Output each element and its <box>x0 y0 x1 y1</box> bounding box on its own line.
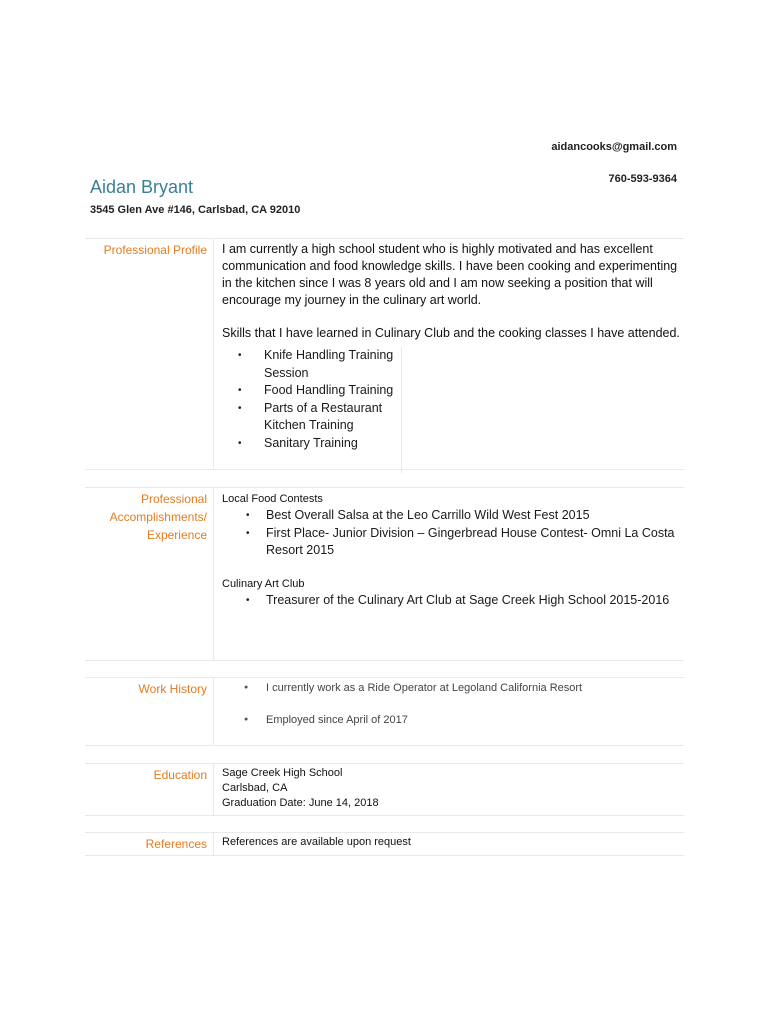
section-label-references: References <box>145 837 207 851</box>
references-text: References are available upon request <box>222 836 411 848</box>
contest-list <box>222 507 684 560</box>
skill-item: • Sanitary Training <box>238 435 399 453</box>
section-content-work <box>213 678 684 745</box>
school-location: Carlsbad, CA <box>222 782 288 794</box>
section-professional-profile <box>85 238 684 470</box>
section-content-accomplishments <box>213 488 684 660</box>
work-item: ● Employed since April of 2017 <box>244 712 684 728</box>
section-education <box>85 763 684 816</box>
club-heading: Culinary Art Club <box>222 577 305 590</box>
section-label-work: Work History <box>138 682 207 696</box>
accomplishments-label-line: Professional <box>140 492 207 506</box>
section-references <box>85 832 684 856</box>
candidate-name: Aidan Bryant <box>90 177 194 197</box>
school-name: Sage Creek High School <box>222 767 343 779</box>
skill-item: • Food Handling Training <box>238 382 399 400</box>
club-list <box>222 592 684 610</box>
contact-phone: 760-593-9364 <box>608 173 677 185</box>
section-label-accomplishments <box>85 488 207 660</box>
graduation-date: Graduation Date: June 14, 2018 <box>222 797 379 809</box>
section-label-profile: Professional Profile <box>103 243 207 257</box>
candidate-address: 3545 Glen Ave #146, Carlsbad, CA 92010 <box>90 204 301 216</box>
section-content-education <box>213 764 684 815</box>
accomplishments-label-line: Experience <box>146 528 207 542</box>
contest-heading: Local Food Contests <box>222 493 323 505</box>
contest-item: • Best Overall Salsa at the Leo Carrillo Wild West Fest 2015 <box>246 507 684 525</box>
skills-intro: Skills that I have learned in Culinary Club and the cooking classes I have attended. <box>222 326 680 340</box>
contact-email: aidancooks@gmail.com <box>551 141 677 153</box>
section-work-history <box>85 677 684 746</box>
section-accomplishments <box>85 487 684 661</box>
section-content-profile <box>213 239 684 469</box>
work-item: ● I currently work as a Ride Operator at Legoland California Resort <box>244 680 684 696</box>
contest-item: • First Place- Junior Division – Gingerbread House Contest- Omni La Costa Resort 2015 <box>246 525 684 560</box>
work-list <box>222 680 684 728</box>
profile-summary: I am currently a high school student who is highly motivated and has excellent communication and food knowledge skills. I have been cooking and experimenting in the kitchen since I was 8 years old and I am now seeking a position that will encourage my journey in the culinary art world. <box>222 242 678 307</box>
club-item: • Treasurer of the Culinary Art Club at Sage Creek High School 2015-2016 <box>246 592 684 610</box>
accomplishments-label-line: Accomplishments/ <box>109 510 207 524</box>
section-label-education: Education <box>153 768 207 782</box>
section-content-references <box>213 833 684 855</box>
skill-item: • Parts of a Restaurant Kitchen Training <box>238 400 399 435</box>
skills-list <box>214 347 401 452</box>
skills-box <box>214 347 402 473</box>
skill-item: • Knife Handling Training Session <box>238 347 399 382</box>
